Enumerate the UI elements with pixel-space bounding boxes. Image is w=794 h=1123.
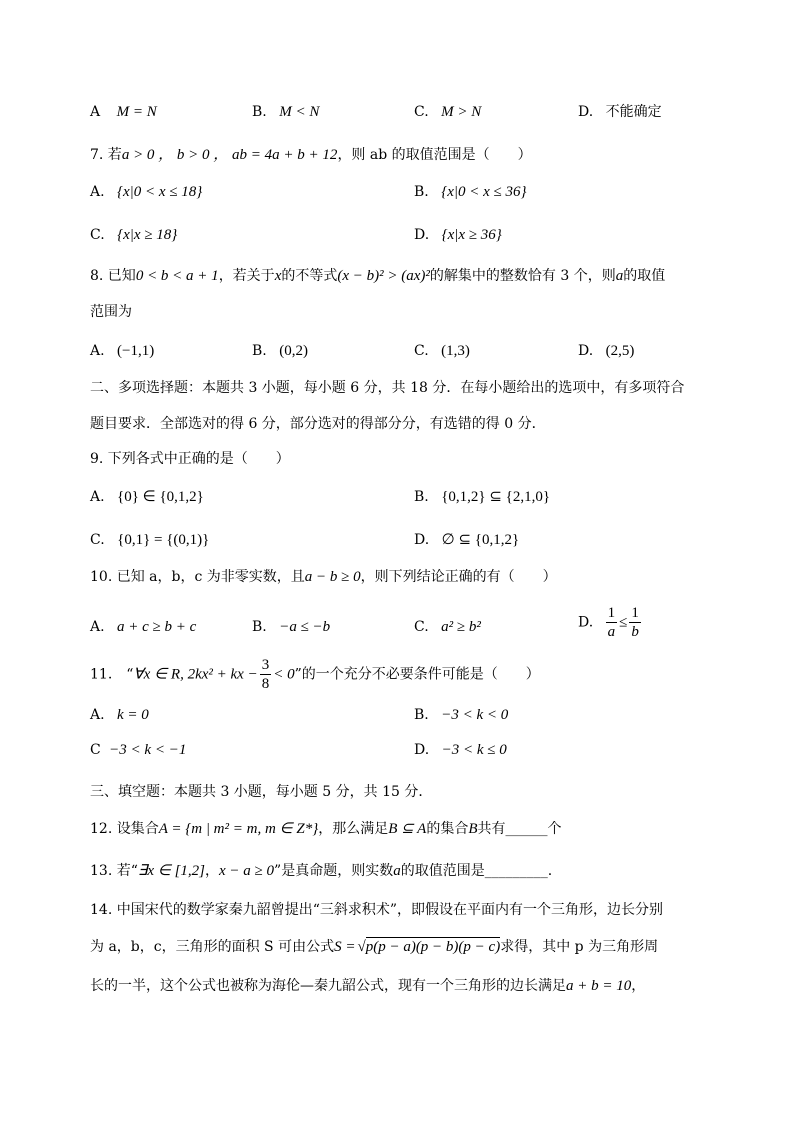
q7-option-b-expr: {x|0 < x ≤ 36} (441, 184, 527, 200)
q10-option-d-den-1: a (607, 624, 616, 640)
section2-heading-line2: 题目要求．全部选对的得 6 分，部分选对的得部分分，有选错的得 0 分． (90, 416, 546, 432)
q11-option-c (90, 740, 186, 760)
q13-text-4: 的取值范围是_________. (400, 863, 553, 879)
q11-option-d-label: D. (414, 742, 430, 758)
q11-option-a-label: A. (90, 707, 105, 723)
q14-line1: 14. 中国宋代的数学家秦九韶曾提出“三斜求积术”，即假设在平面内有一个三角形，边长分别 (90, 902, 664, 918)
q7-option-a (90, 182, 202, 202)
q9-option-b-expr: {0,1,2} ⊆ {2,1,0} (441, 489, 551, 505)
q8-option-b-label: B. (252, 343, 267, 359)
q14-sqrt-sign: √ (357, 939, 366, 955)
q7-stem-prefix: 7. 若 (90, 147, 122, 163)
q13-text-3: ”是真命题，则实数 (274, 863, 394, 879)
q9-option-d-expr: ∅ ⊆ {0,1,2} (441, 532, 520, 548)
q8-math-2: x (274, 268, 282, 284)
q8-option-a-label: A. (90, 343, 105, 359)
q13-text-2: ， (205, 863, 220, 879)
q8-option-a-expr: (−1,1) (117, 343, 155, 359)
q11-option-a-expr: k = 0 (117, 707, 149, 723)
q14-text-2: 求得，其中 p 为三角形周 (500, 939, 659, 955)
q12-math-1: A = {m | m² = m, m ∈ Z*} (158, 821, 319, 837)
q11-prefix: 11. “ (90, 666, 134, 683)
q14-formula-radicand: p(p − a)(p − b)(p − c) (365, 939, 501, 955)
q6-option-d-label: D. (578, 104, 594, 120)
q10-option-d-num-1: 1 (607, 605, 616, 621)
q10-stem (90, 567, 557, 587)
q12-math-2: B ⊆ A (388, 821, 427, 837)
q11-stem (90, 656, 540, 693)
q10-option-d-relation: ≤ (619, 614, 628, 631)
q11-fraction (260, 656, 272, 693)
q11-suffix: ”的一个充分不必要条件可能是（ ） (294, 666, 540, 683)
q12-text-4: 共有______个 (477, 821, 562, 837)
q6-option-a-label: A (90, 104, 101, 120)
q6-option-d (578, 102, 662, 122)
q11-option-d-expr: −3 < k ≤ 0 (441, 742, 507, 758)
section3-heading: 三、填空题：本题共 3 小题，每小题 5 分，共 15 分． (90, 784, 433, 800)
q6-option-a-expr: M = N (116, 104, 157, 120)
q11-option-d (414, 740, 507, 760)
q10-math: a − b ≥ 0 (304, 569, 361, 585)
q7-option-d-expr: {x|x ≥ 36} (441, 227, 502, 243)
q6-option-c-expr: M > N (441, 104, 482, 120)
q7-option-d-label: D. (414, 227, 430, 243)
section2-heading-line1: 二、多项选择题：本题共 3 小题，每小题 6 分，共 18 分．在每小题给出的选项中，有多项符合 (90, 380, 685, 396)
q9-option-a (90, 487, 204, 507)
q10-option-c-label: C. (414, 619, 429, 635)
q9-option-a-label: A. (90, 489, 105, 505)
q8-option-c-expr: (1,3) (441, 343, 470, 359)
q8-math-1: 0 < b < a + 1 (135, 268, 219, 284)
q10-option-d-fraction-1 (606, 604, 618, 641)
q7-option-c (90, 225, 177, 245)
q10-option-d-den-2: b (631, 624, 639, 640)
q7-option-c-label: C. (90, 227, 105, 243)
q8-option-a (90, 341, 154, 361)
q10-option-a-expr: a + c ≥ b + c (117, 619, 197, 635)
q7-stem (90, 145, 532, 165)
q10-option-d-num-2: 1 (631, 605, 639, 621)
q14-text-1: 为 a，b，c，三角形的面积 S 可由公式 (90, 939, 335, 955)
q6-option-b-label: B. (252, 104, 267, 120)
q12-math-3: B (468, 821, 478, 837)
q10-option-c-expr: a² ≥ b² (441, 619, 481, 635)
q11-option-b-label: B. (414, 707, 429, 723)
q6-option-b (252, 102, 319, 122)
q6-option-d-text: 不能确定 (605, 104, 662, 120)
q14-formula-left: S = (334, 939, 356, 955)
q9-stem: 9. 下列各式中正确的是（ ） (90, 451, 290, 467)
q8-text-2: ，若关于 (218, 268, 275, 284)
q11-option-a (90, 705, 149, 725)
q13-math-1: ∃x ∈ [1,2] (137, 863, 206, 879)
q8-option-d-label: D. (578, 343, 594, 359)
q8-option-d (578, 341, 634, 361)
q8-option-b (252, 341, 308, 361)
q8-stem-line1 (90, 266, 665, 286)
q14-line3 (90, 976, 645, 996)
q11-option-c-expr: −3 < k < −1 (109, 742, 187, 758)
q14-line2 (90, 937, 658, 957)
q13-math-2: x − a ≥ 0 (219, 863, 275, 879)
q10-text-1: 10. 已知 a，b，c 为非零实数，且 (90, 569, 305, 585)
q10-option-b (252, 617, 330, 637)
q10-option-d (578, 604, 643, 641)
q11-fraction-num: 3 (261, 657, 270, 673)
q9-option-d (414, 530, 519, 550)
q7-stem-math: a > 0 ， b > 0 ， ab = 4a + b + 12 (121, 147, 338, 163)
q8-text-4: 的解集中的整数恰有 3 个，则 (429, 268, 616, 284)
q10-option-a-label: A. (90, 619, 105, 635)
q8-text-5: 的取值 (623, 268, 666, 284)
q8-math-3: (x − b)² > (ax)² (337, 268, 430, 284)
q12-text-1: 12. 设集合 (90, 821, 159, 837)
q8-text-3: 的不等式 (281, 268, 338, 284)
q12-text-2: ，那么满足 (318, 821, 389, 837)
q9-option-c (90, 530, 209, 550)
q7-option-b-label: B. (414, 184, 429, 200)
q6-option-b-expr: M < N (279, 104, 320, 120)
q11-option-b (414, 705, 508, 725)
q8-option-d-expr: (2,5) (605, 343, 635, 359)
q13-math-3: a (393, 863, 401, 879)
q13-stem (90, 861, 552, 881)
q11-option-b-expr: −3 < k < 0 (441, 707, 509, 723)
q11-fraction-den: 8 (261, 676, 270, 692)
q10-option-b-expr: −a ≤ −b (279, 619, 331, 635)
q9-option-d-label: D. (414, 532, 430, 548)
q9-option-b-label: B. (414, 489, 429, 505)
q11-math-2: < 0 (273, 666, 295, 683)
q10-text-2: ，则下列结论正确的有（ ） (360, 569, 557, 585)
q8-option-c-label: C. (414, 343, 429, 359)
q7-option-a-label: A. (90, 184, 105, 200)
q12-text-3: 的集合 (426, 821, 469, 837)
q10-option-a (90, 617, 196, 637)
q8-math-4: a (615, 268, 624, 284)
q7-option-a-expr: {x|0 < x ≤ 18} (117, 184, 203, 200)
q8-option-b-expr: (0,2) (279, 343, 308, 359)
q13-text-1: 13. 若“ (90, 863, 138, 879)
q6-option-c (414, 102, 481, 122)
q11-option-c-label: C (90, 742, 101, 758)
q10-option-c (414, 617, 481, 637)
q14-text-3: 长的一半，这个公式也被称为海伦—秦九韶公式，现有一个三角形的边长满足 (90, 978, 566, 994)
q10-option-d-fraction-2 (629, 604, 641, 641)
q6-option-c-label: C. (414, 104, 429, 120)
q7-stem-suffix: ，则 ab 的取值范围是（ ） (337, 147, 532, 163)
q7-option-b (414, 182, 527, 202)
q9-option-c-label: C. (90, 532, 105, 548)
q9-option-c-expr: {0,1} = {(0,1)} (117, 532, 210, 548)
q9-option-b (414, 487, 550, 507)
q14-math: a + b = 10 (566, 978, 632, 994)
q14-text-4: ， (631, 978, 646, 994)
q11-math-1: ∀x ∈ R, 2kx² + kx − (133, 666, 258, 683)
q8-text-1: 8. 已知 (90, 268, 136, 284)
q8-option-c (414, 341, 470, 361)
q9-option-a-expr: {0} ∈ {0,1,2} (117, 489, 204, 505)
q7-option-c-expr: {x|x ≥ 18} (117, 227, 178, 243)
q10-option-b-label: B. (252, 619, 267, 635)
q10-option-d-label: D. (578, 614, 594, 631)
q8-stem-line2: 范围为 (90, 304, 132, 320)
q6-option-a (90, 102, 157, 122)
q12-stem (90, 819, 562, 839)
q7-option-d (414, 225, 502, 245)
